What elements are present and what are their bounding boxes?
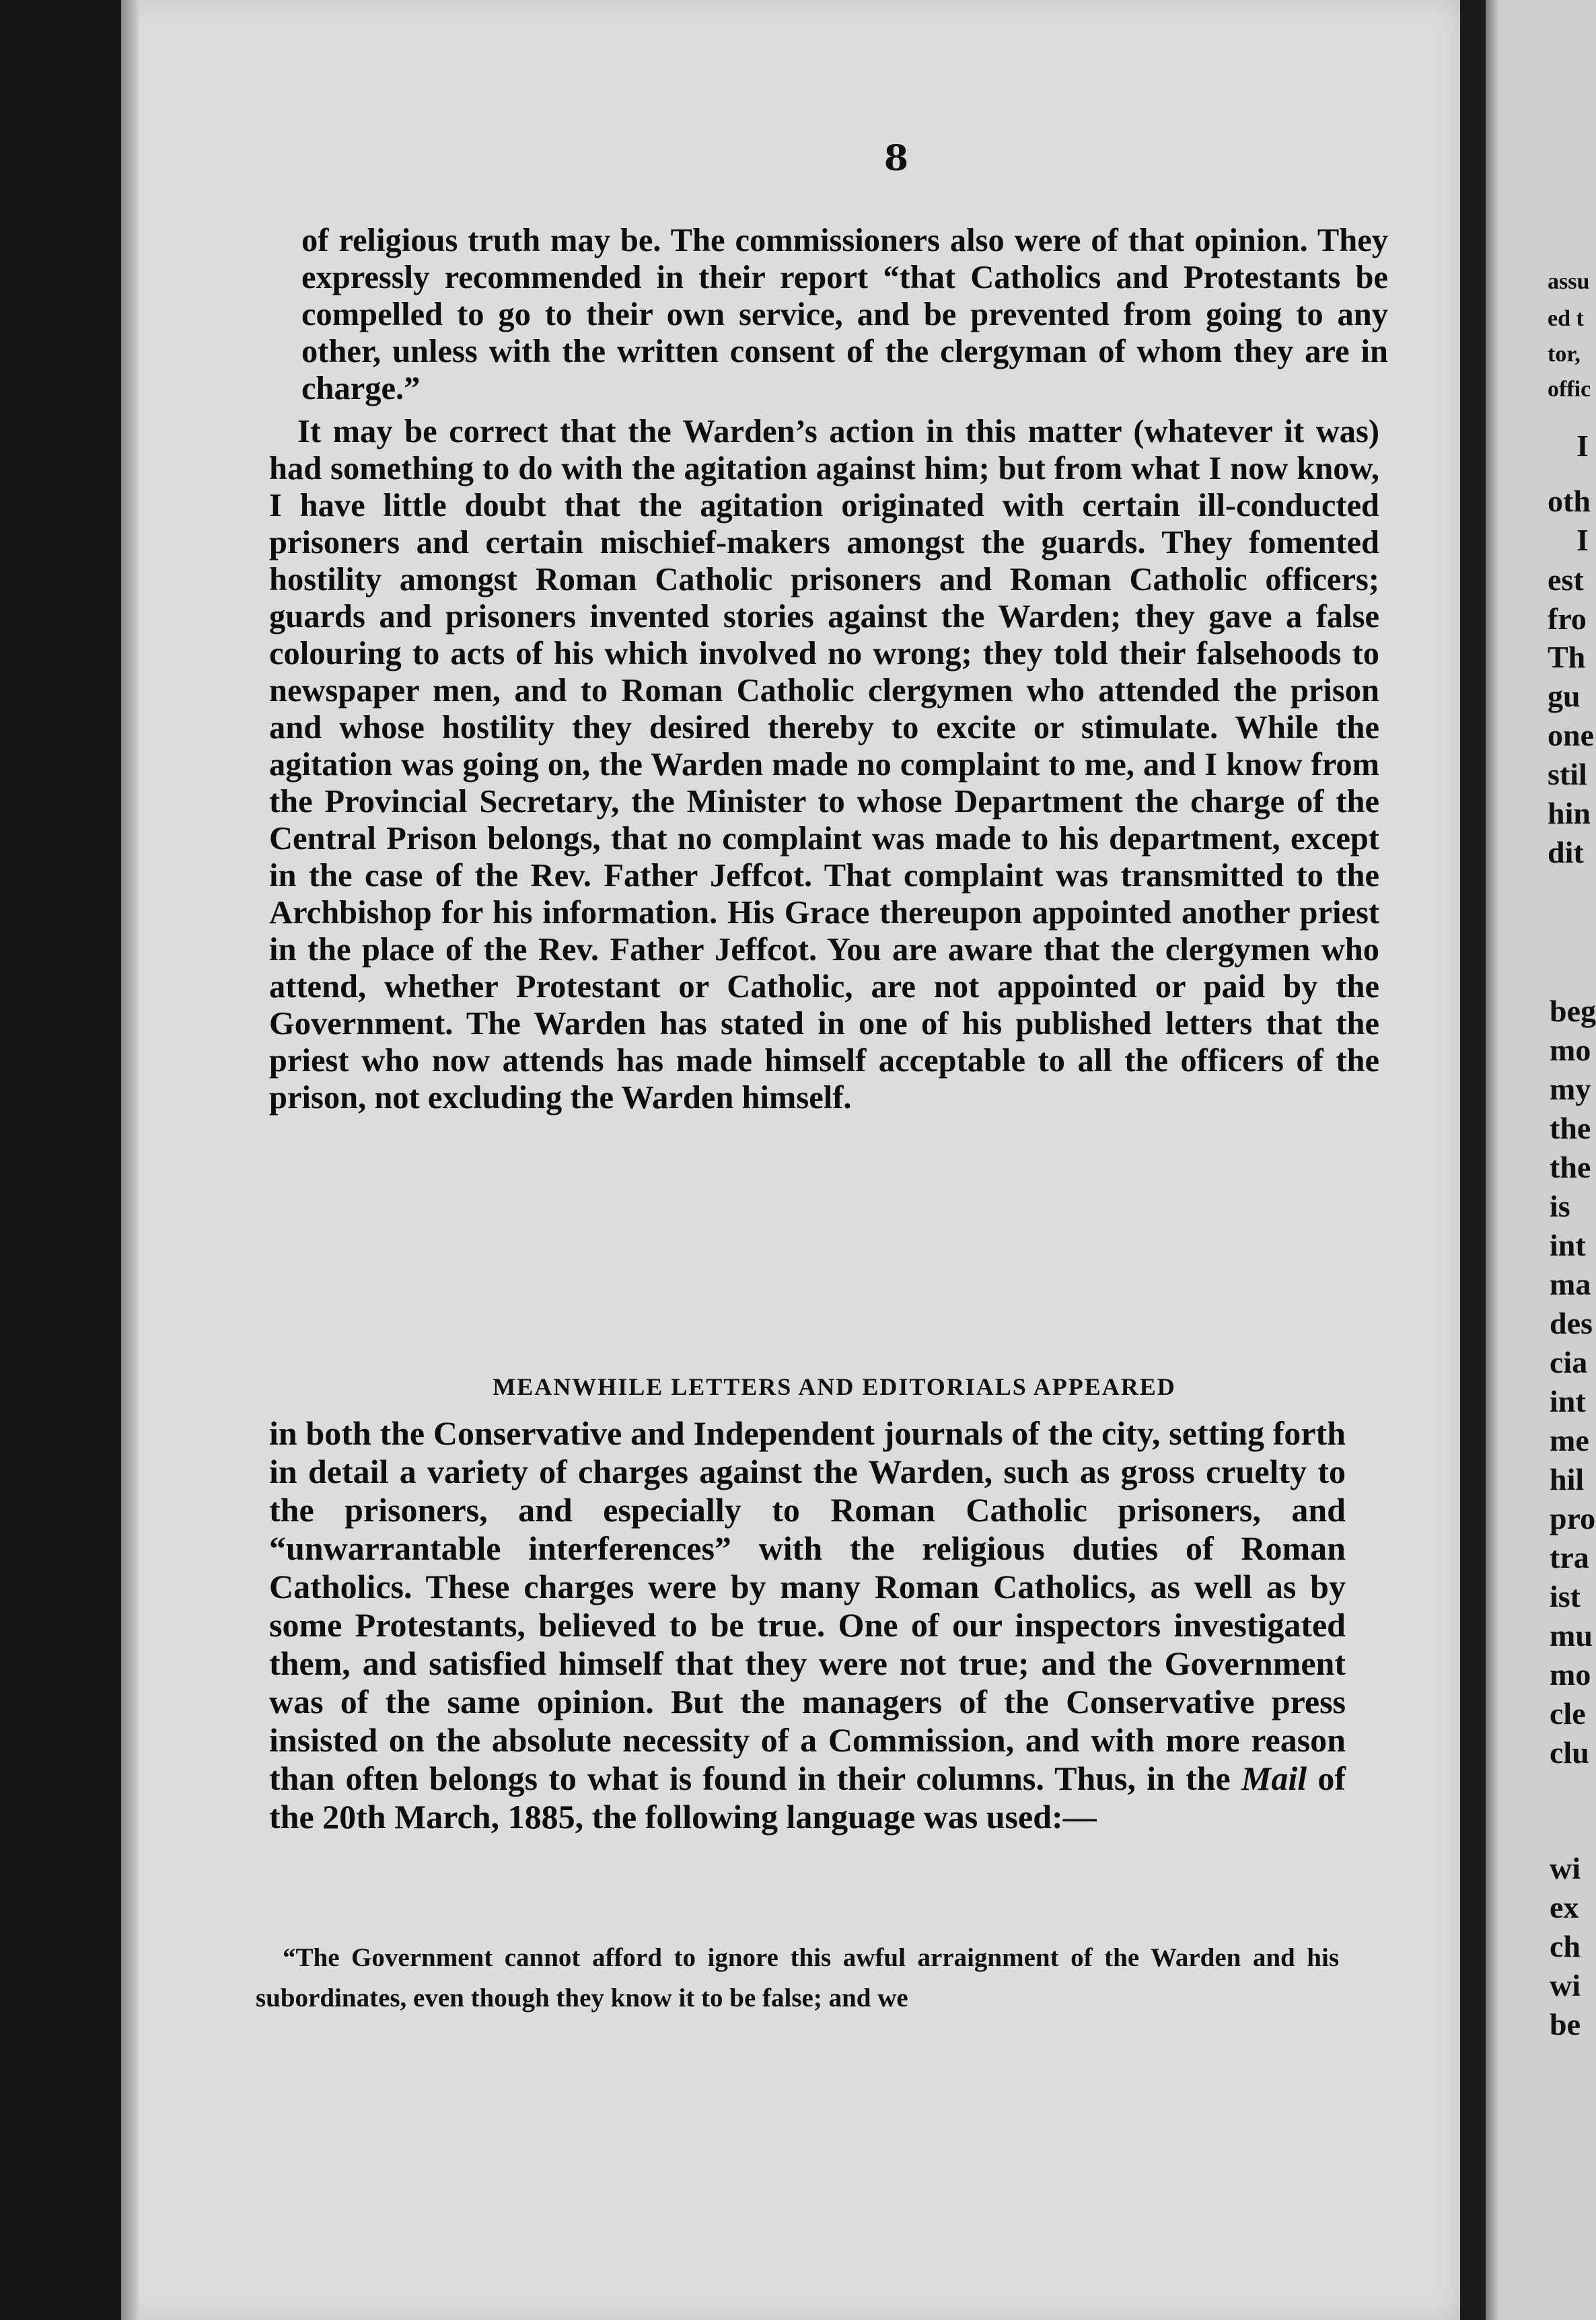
neighbor-fragment: pro (1550, 1501, 1596, 1535)
paragraph-2 (269, 413, 1379, 1116)
neighbor-fragment: be (1550, 2007, 1581, 2041)
neighbor-fragment: tra (1550, 1540, 1589, 1574)
quotation: “The Government cannot afford to ignore this awful arraignment of the Warden and his subordinates, even though they know it to be false; and we (256, 1943, 1339, 2013)
neighbor-fragment: the (1550, 1111, 1591, 1145)
neighbor-fragment: stil (1548, 757, 1587, 791)
neighbor-fragment: is (1550, 1189, 1570, 1223)
neighbor-fragment: des (1550, 1306, 1593, 1340)
neighbor-fragment: the (1550, 1150, 1591, 1184)
neighbor-fragment: wi (1550, 1851, 1581, 1885)
neighbor-fragment: me (1550, 1423, 1589, 1457)
neighbor-fragment: int (1550, 1384, 1586, 1418)
page-number: 8 (883, 138, 909, 179)
neighbor-fragment: int (1550, 1228, 1586, 1262)
paragraph-2-text: It may be correct that the Warden’s action in this matter (whatever it was) had something to do with the agitation against him; but from what I now know, I have little doubt that the agitation originated with certain ill-conducted prisoners and certain mischief-makers amongst the guards. They fomented hostility amongst Roman Catholic prisoners and Roman Catholic officers; guards and prisoners invented stories against the Warden; they gave a false colouring to acts of his which involved no wrong; they told their falsehoods to newspaper men, and to Roman Catholic clergymen who attended the prison and whose hostility they desired thereby to excite or stimulate. While the agitation was going on, the Warden made no complaint to me, and I know from the Provincial Secretary, the Minister to whose Department the charge of the Central Prison belongs, that no complaint was made to his department, except in the case of the Rev. Father Jeffcot. That complaint was transmitted to the Archbishop for his information. His Grace thereupon appointed another priest in the place of the Rev. Father Jeffcot. You are aware that the clergymen who attend, whether Protestant or Catholic, are not appointed or paid by the Government. The Warden has stated in one of his published letters that the priest who now attends has made himself acceptable to all the officers of the prison, not excluding the Warden himself. (269, 414, 1379, 1116)
neighbor-fragment: my (1550, 1072, 1591, 1106)
neighbor-fragment: gu (1548, 679, 1581, 713)
neighbor-fragment: ch (1550, 1929, 1581, 1963)
newspaper-name: Mail (1241, 1760, 1307, 1797)
neighbor-fragment: wi (1550, 1968, 1581, 2002)
neighbor-fragment: ex (1550, 1890, 1579, 1924)
paragraph-1 (301, 222, 1388, 407)
neighbor-fragment: Th (1548, 640, 1586, 674)
neighbor-fragment: I (1576, 523, 1589, 557)
neighbor-fragment: offic (1548, 377, 1591, 402)
neighbor-fragment: mo (1550, 1033, 1591, 1067)
neighbor-fragment: mu (1550, 1618, 1593, 1653)
neighbor-fragment: mo (1550, 1657, 1591, 1692)
section-heading: MEANWHILE LETTERS AND EDITORIALS APPEARED (493, 1373, 1176, 1400)
paragraph-1-text: of religious truth may be. The commissioners also were of that opinion. They expressly recommended in their report “that Catholics and Protestants be compelled to go to their own service, and be prevented from going to any other, unless with the written consent of the clergyman of whom they are in charge.” (301, 223, 1388, 406)
neighbor-fragment: ist (1550, 1579, 1581, 1614)
neighbor-fragment: hil (1550, 1462, 1585, 1496)
neighbor-fragment: clu (1550, 1735, 1589, 1770)
neighbor-fragment: one (1548, 718, 1594, 752)
neighbor-fragment: fro (1548, 602, 1587, 636)
neighbor-fragment: tor, (1548, 342, 1581, 367)
neighbor-fragment: assu (1548, 269, 1590, 294)
neighbor-fragment: oth (1548, 484, 1591, 518)
neighbor-fragment: I (1576, 429, 1589, 463)
neighbor-fragment: dit (1548, 835, 1584, 869)
neighbor-fragment: ed t (1548, 306, 1584, 331)
neighbor-fragment: cle (1550, 1696, 1586, 1731)
page-gutter (1460, 0, 1486, 2320)
neighbor-fragment: beg (1550, 994, 1596, 1028)
neighbor-fragment: est (1548, 563, 1584, 597)
adjacent-page-edge (1486, 0, 1596, 2320)
neighbor-fragment: cia (1550, 1345, 1588, 1379)
neighbor-fragment: hin (1548, 796, 1591, 830)
paragraph-3-text: in both the Conservative and Independent journals of the city, setting forth in detail a variety of charges against the Warden, such as gross cruelty to the prisoners, and especially to Roman Catholic prisoners, and “unwarrantable interferences” with the religious duties of Roman Catholics. These charges were by many Roman Catholics, as well as by some Protestants, believed to be true. One of our inspectors investigated them, and satisfied himself that they were not true; and the Government was of the same opinion. But the managers of the Conservative press insisted on the absolute necessity of a Commission, and with more reason than often belongs to what is found in their columns. Thus, in the Mail of the 20th March, 1885, the following language was used:— (269, 1414, 1346, 1836)
neighbor-fragment: ma (1550, 1267, 1591, 1301)
paragraph-3 (269, 1414, 1346, 1836)
